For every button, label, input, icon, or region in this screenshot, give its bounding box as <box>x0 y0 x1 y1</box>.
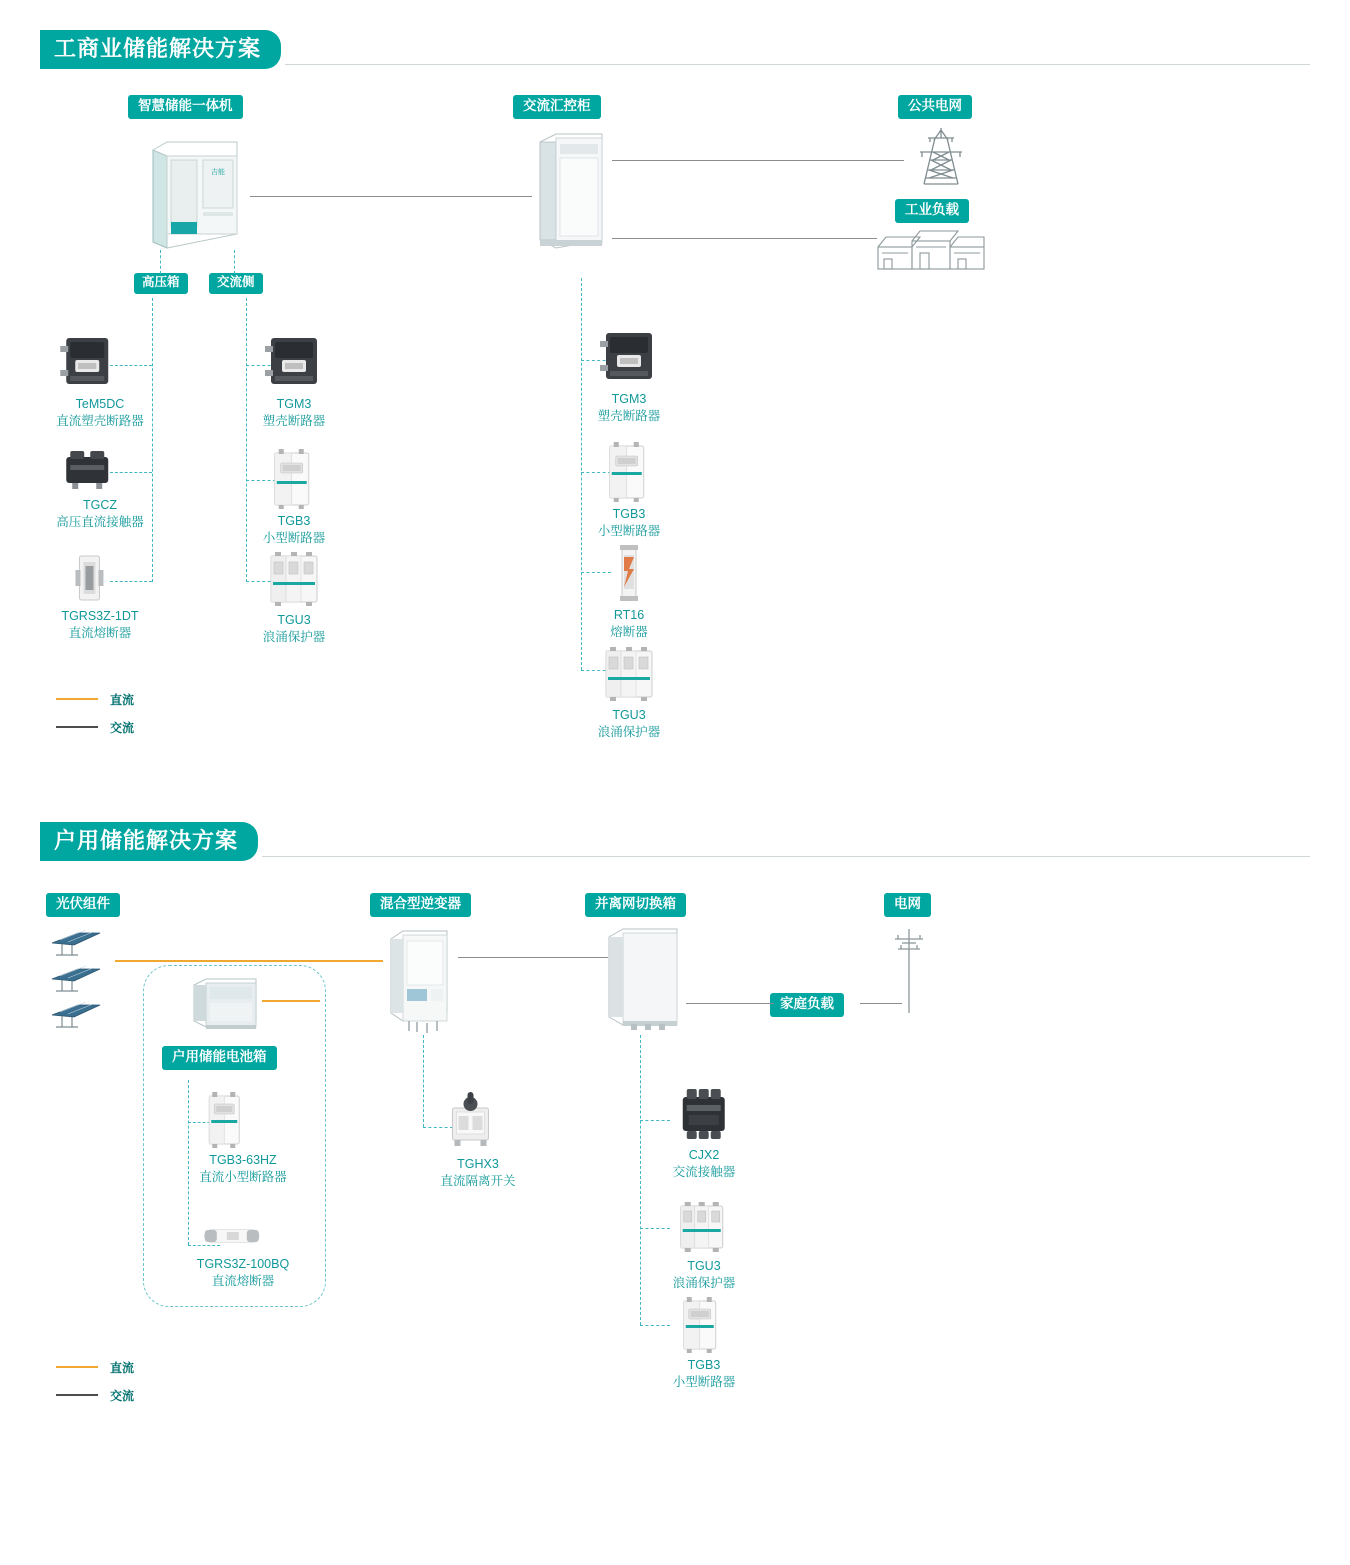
legend-label-dc: 直流 <box>110 692 135 707</box>
link-inverter-to-switchbox <box>458 957 608 958</box>
component-model: TGB3 <box>687 1358 721 1372</box>
component-tgb3-residential <box>673 1295 736 1391</box>
legend-label-ac: 交流 <box>110 720 135 735</box>
svg-text:吉能: 吉能 <box>211 169 225 176</box>
component-model: RT16 <box>613 608 645 622</box>
link-switchbox-to-homeload <box>686 1003 774 1004</box>
spine-cabinet <box>581 278 582 670</box>
node-label-storage-machine: 智慧储能一体机 <box>128 95 243 119</box>
node-label-home-load: 家庭负载 <box>770 993 844 1017</box>
legend-item-dc <box>56 690 134 708</box>
component-tgcz <box>56 445 144 531</box>
component-tgm3-cabinet <box>596 325 662 425</box>
component-name: 塑壳断路器 <box>597 408 661 423</box>
node-label-switch-box: 并离网切换箱 <box>585 893 686 917</box>
surge-protector-icon <box>261 550 327 608</box>
component-model: TGCZ <box>82 498 118 512</box>
branch-sb-3 <box>640 1325 670 1326</box>
legend-item-ac <box>56 718 134 736</box>
component-tem5dc <box>56 330 144 430</box>
component-name: 浪涌保护器 <box>672 1275 736 1290</box>
component-tgb3-63hz <box>199 1090 287 1186</box>
dc-contactor-icon <box>56 445 118 493</box>
component-name: 浪涌保护器 <box>262 629 326 644</box>
molded-case-breaker-icon <box>261 330 327 392</box>
factory-icon <box>876 227 986 271</box>
component-model: TGB3-63HZ <box>209 1153 277 1167</box>
component-tgb3-cabinet <box>598 440 661 540</box>
component-name: 高压直流接触器 <box>56 514 144 529</box>
node-label-hybrid-inverter: 混合型逆变器 <box>370 893 471 917</box>
link-machine-to-cabinet <box>250 196 532 197</box>
component-name: 浪涌保护器 <box>597 724 661 739</box>
mini-breaker-icon <box>598 440 656 502</box>
spine-battery-box <box>188 1080 189 1245</box>
component-name: 熔断器 <box>610 624 648 639</box>
spine-hv-box <box>152 298 153 582</box>
component-model: TGRS3Z-100BQ <box>196 1257 290 1271</box>
component-model: TGU3 <box>277 613 311 627</box>
legend-item-dc-2 <box>56 1358 134 1376</box>
component-name: 直流塑壳断路器 <box>56 413 144 428</box>
legend-item-ac-2 <box>56 1386 134 1404</box>
dc-fuse-cylinder-icon <box>197 1218 267 1252</box>
node-label-pv-modules: 光伏组件 <box>46 893 120 917</box>
legend-label-ac-2: 交流 <box>110 1388 135 1403</box>
component-model: TGM3 <box>611 392 647 406</box>
component-model: TGU3 <box>612 708 646 722</box>
switch-box-icon <box>605 925 685 1035</box>
component-model: TGB3 <box>277 514 311 528</box>
branch-label-hv-box: 高压箱 <box>134 273 188 294</box>
node-label-public-grid: 公共电网 <box>898 95 972 119</box>
link-cabinet-to-load <box>612 238 877 239</box>
legend-label-dc-2: 直流 <box>110 1360 135 1375</box>
mini-breaker-icon <box>263 447 321 509</box>
component-name: 塑壳断路器 <box>262 413 326 428</box>
ac-contactor-icon <box>673 1085 735 1143</box>
component-name: 直流熔断器 <box>68 625 132 640</box>
component-name: 直流隔离开关 <box>440 1173 516 1188</box>
legend-swatch-dc-2 <box>56 1366 98 1368</box>
surge-protector-icon <box>596 645 662 703</box>
component-tgb3-ac <box>263 447 326 547</box>
component-name: 小型断路器 <box>597 523 661 538</box>
spine-inverter <box>423 1035 424 1127</box>
branch-sb-2 <box>640 1228 670 1229</box>
legend-residential <box>56 1358 134 1414</box>
link-cabinet-to-grid <box>612 160 904 161</box>
legend-swatch-ac-2 <box>56 1394 98 1396</box>
ac-control-cabinet-icon <box>532 128 612 258</box>
node-label-industrial-load: 工业负载 <box>895 199 969 223</box>
component-cjx2 <box>673 1085 736 1181</box>
mini-breaker-icon <box>673 1295 727 1353</box>
drop-line-ac <box>234 250 235 274</box>
utility-pole-icon <box>890 925 928 1015</box>
component-model: CJX2 <box>688 1148 720 1162</box>
legend-swatch-dc <box>56 698 98 700</box>
legend-swatch-ac <box>56 726 98 728</box>
node-label-ac-cabinet: 交流汇控柜 <box>513 95 601 119</box>
branch-sb-1 <box>640 1120 670 1121</box>
section-title-commercial: 工商业储能解决方案 <box>40 30 281 69</box>
component-tgrs3z-1dt <box>61 552 138 642</box>
spine-switchbox <box>640 1035 641 1325</box>
component-model: TGU3 <box>687 1259 721 1273</box>
section-rule-2 <box>262 856 1310 857</box>
node-label-grid: 电网 <box>884 893 931 917</box>
link-pv-to-inverter <box>115 960 383 962</box>
section-rule <box>285 64 1310 65</box>
dc-fuse-icon <box>61 552 117 604</box>
hybrid-inverter-icon <box>385 925 457 1035</box>
power-tower-icon <box>908 126 974 188</box>
component-tgrs3z-100bq <box>197 1218 289 1290</box>
storage-cabinet-icon <box>147 130 247 250</box>
link-homeload-to-grid <box>860 1003 902 1004</box>
component-name: 小型断路器 <box>262 530 326 545</box>
component-tgm3-ac <box>261 330 327 430</box>
component-model: TGRS3Z-1DT <box>61 609 139 623</box>
component-model: TGB3 <box>612 507 646 521</box>
section-header-commercial <box>40 30 1310 69</box>
dc-isolator-icon <box>440 1090 500 1152</box>
component-tghx3 <box>440 1090 515 1190</box>
mini-breaker-icon <box>199 1090 249 1148</box>
solar-panel-icon <box>48 925 104 1035</box>
molded-case-breaker-icon <box>596 325 662 387</box>
surge-protector-icon <box>673 1200 731 1254</box>
component-name: 直流熔断器 <box>211 1273 275 1288</box>
node-label-battery-box: 户用储能电池箱 <box>162 1046 277 1070</box>
component-name: 交流接触器 <box>672 1164 736 1179</box>
component-rt16 <box>607 543 651 641</box>
component-tgu3-cabinet <box>596 645 662 741</box>
drop-line-hv <box>160 250 161 274</box>
component-model: TGM3 <box>276 397 312 411</box>
fuse-icon <box>607 543 651 603</box>
component-tgu3-residential <box>673 1200 736 1292</box>
component-model: TeM5DC <box>75 397 125 411</box>
section-header-residential <box>40 822 1310 861</box>
spine-ac-side <box>246 298 247 582</box>
molded-case-breaker-icon <box>56 330 118 392</box>
section-title-residential: 户用储能解决方案 <box>40 822 258 861</box>
component-tgu3-ac <box>261 550 327 646</box>
component-model: TGHX3 <box>457 1157 499 1171</box>
component-name: 小型断路器 <box>672 1374 736 1389</box>
component-name: 直流小型断路器 <box>199 1169 287 1184</box>
legend-commercial <box>56 690 134 746</box>
branch-label-ac-side: 交流侧 <box>209 273 263 294</box>
